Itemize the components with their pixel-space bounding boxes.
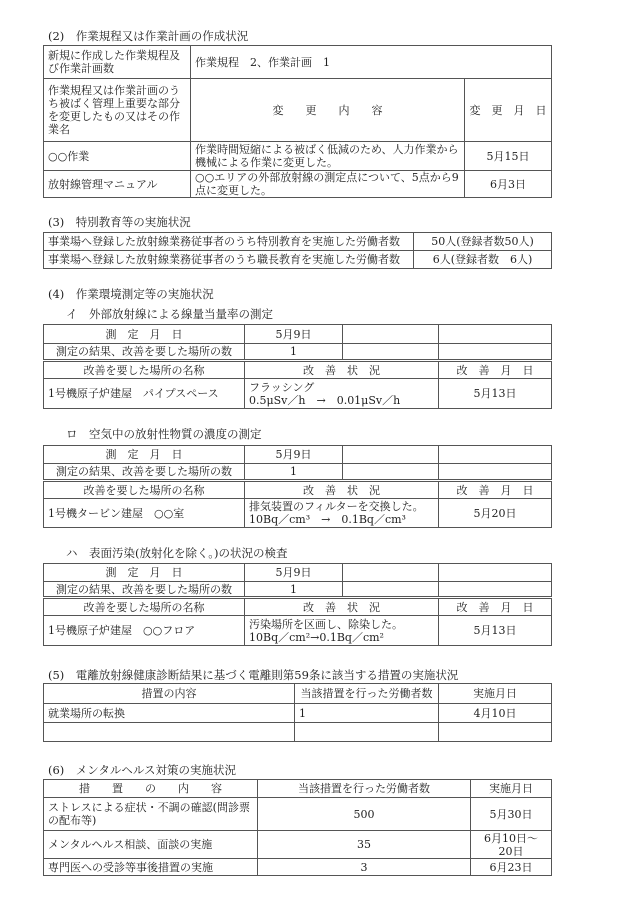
measure-date: 5月9日 (245, 325, 343, 344)
training-value: 50人(登録者数50人) (414, 233, 552, 251)
training-label: 事業場へ登録した放射線業務従事者のうち職長教育を実施した労働者数 (44, 251, 414, 269)
new-rules-label: 新規に作成した作業規程及び作業計画数 (44, 46, 191, 79)
work-rules-table (43, 45, 552, 198)
workers-count: 35 (258, 831, 471, 859)
place-header: 改善を要した場所の名称 (44, 361, 245, 379)
measure-date: 5月9日 (245, 446, 343, 464)
change-content: ○○エリアの外部放射線の測定点について、5点から9点に変更した。 (191, 171, 465, 198)
table-row (44, 251, 552, 269)
workers-header: 当該措置を行った労働者数 (258, 780, 471, 798)
count-value: 1 (245, 464, 343, 481)
status-header: 改 善 状 況 (245, 481, 439, 499)
status-text: フラッシング (249, 380, 315, 394)
change-date-header: 変 更 月 日 (465, 79, 552, 142)
section-4-title: (4) 作業環境測定等の実施状況 (48, 287, 214, 301)
table-row (44, 171, 552, 198)
section-3-title: (3) 特別教育等の実施状況 (48, 215, 191, 229)
count-label: 測定の結果、改善を要した場所の数 (44, 344, 245, 361)
subsection-title: イ 外部放射線による線量当量率の測定 (66, 307, 273, 321)
training-value: 6人(登録者数 6人) (414, 251, 552, 269)
workers-count: 3 (258, 859, 471, 876)
subsection-title: ハ 表面汚染(放射化を除く。)の状況の検査 (66, 546, 288, 560)
measure-date: 4月10日 (439, 704, 552, 723)
subsection-title: ロ 空気中の放射性物質の濃度の測定 (66, 427, 262, 441)
measure-date: 6月10日～20日 (471, 831, 552, 859)
status-values: 0.5μSv／h → 0.01μSv／h (249, 393, 401, 407)
change-content: 作業時間短縮による被ばく低減のため、人力作業から機械による作業に変更した。 (191, 142, 465, 171)
table-row (44, 723, 552, 742)
count-label: 測定の結果、改善を要した場所の数 (44, 582, 245, 598)
measure-date: 5月30日 (471, 798, 552, 831)
improve-date-header: 改 善 月 日 (439, 361, 552, 379)
date-header: 実施月日 (471, 780, 552, 798)
status-text: 排気装置のフィルターを交換した。 (249, 500, 424, 513)
measure: メンタルヘルス相談、面談の実施 (44, 831, 258, 859)
new-rules-value: 作業規程 2、作業計画 1 (191, 46, 552, 79)
status-header: 改 善 状 況 (245, 598, 439, 616)
status-text: 汚染場所を区画し、除染した。 (249, 617, 403, 631)
count-label: 測定の結果、改善を要した場所の数 (44, 464, 245, 481)
training-label: 事業場へ登録した放射線業務従事者のうち特別教育を実施した労働者数 (44, 233, 414, 251)
table-row (44, 499, 552, 528)
count-value: 1 (245, 344, 343, 361)
measure: 就業場所の転換 (44, 704, 295, 723)
measurement-table (43, 445, 552, 528)
date-label: 測 定 月 日 (44, 446, 245, 464)
measure-header: 措置の内容 (44, 684, 295, 704)
table-row (44, 616, 552, 646)
table-row (44, 798, 552, 831)
measure: 専門医への受診等事後措置の実施 (44, 859, 258, 876)
workers-header: 当該措置を行った労働者数 (295, 684, 439, 704)
change-content-header: 変 更 内 容 (191, 79, 465, 142)
section-2-title: (2) 作業規程又は作業計画の作成状況 (48, 29, 249, 43)
change-date: 5月15日 (465, 142, 552, 171)
improve-date: 5月13日 (439, 379, 552, 409)
place-name: 1号機原子炉建屋 ○○フロア (44, 616, 245, 646)
health-measures-table (43, 683, 552, 742)
status-values: 10Bq／cm³ → 0.1Bq／cm³ (249, 513, 406, 526)
place-name: 1号機タービン建屋 ○○室 (44, 499, 245, 528)
count-value: 1 (245, 582, 343, 598)
table-row (44, 379, 552, 409)
place-name: 1号機原子炉建屋 パイプスペース (44, 379, 245, 409)
table-row (44, 704, 552, 723)
improve-date: 5月13日 (439, 616, 552, 646)
status-header: 改 善 状 況 (245, 361, 439, 379)
measure-date: 6月23日 (471, 859, 552, 876)
measure: ストレスによる症状・不調の確認(問診票の配布等) (44, 798, 258, 831)
place-header: 改善を要した場所の名称 (44, 598, 245, 616)
place-header: 改善を要した場所の名称 (44, 481, 245, 499)
improve-date: 5月20日 (439, 499, 552, 528)
measurement-table (43, 563, 552, 646)
date-header: 実施月日 (439, 684, 552, 704)
measurement-table (43, 324, 552, 409)
mental-health-table (43, 779, 552, 876)
date-label: 測 定 月 日 (44, 564, 245, 582)
improve-date-header: 改 善 月 日 (439, 481, 552, 499)
date-label: 測 定 月 日 (44, 325, 245, 344)
workers-count: 1 (295, 704, 439, 723)
section-6-title: (6) メンタルヘルス対策の実施状況 (48, 763, 236, 777)
table-row (44, 233, 552, 251)
section-5-title: (5) 電離放射線健康診断結果に基づく電離則第59条に該当する措置の実施状況 (48, 668, 459, 682)
change-date: 6月3日 (465, 171, 552, 198)
workers-count: 500 (258, 798, 471, 831)
table-row (44, 142, 552, 171)
measure-date: 5月9日 (245, 564, 343, 582)
table-row (44, 831, 552, 859)
improve-date-header: 改 善 月 日 (439, 598, 552, 616)
rule-name: ○○作業 (44, 142, 191, 171)
training-table (43, 232, 552, 269)
rule-name: 放射線管理マニュアル (44, 171, 191, 198)
status-values: 10Bq／cm²→0.1Bq／cm² (249, 630, 384, 644)
table-row (44, 859, 552, 876)
changed-rules-header: 作業規程又は作業計画のうち被ばく管理上重要な部分を変更したもの又はその作業名 (44, 79, 191, 142)
measure-header: 措 置 の 内 容 (44, 780, 258, 798)
